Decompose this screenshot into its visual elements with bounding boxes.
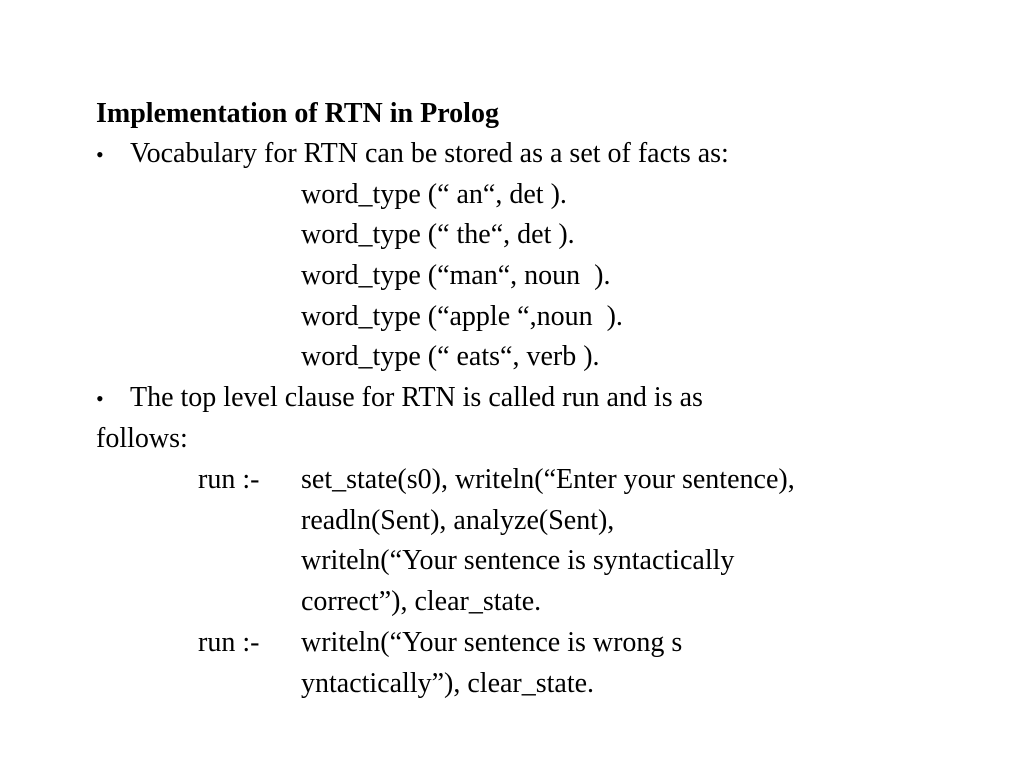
slide-title: Implementation of RTN in Prolog [96, 98, 499, 129]
clause-2-line: writeln(“Your sentence is wrong s [301, 627, 683, 658]
clause-1-line: writeln(“Your sentence is syntactically [301, 545, 735, 576]
bullet-2-text: The top level clause for RTN is called run and is as [130, 382, 703, 413]
clause-1-line: set_state(s0), writeln(“Enter your sentence), [301, 464, 795, 495]
bullet-1-text: Vocabulary for RTN can be stored as a set of facts as: [130, 138, 729, 169]
bullet-dot-icon: • [96, 142, 104, 167]
clause-2-line: yntactically”), clear_state. [301, 668, 595, 699]
fact-line: word_type (“ eats“, verb ). [301, 341, 600, 372]
clause-1-head: run :- [198, 464, 260, 495]
clause-1-line: readln(Sent), analyze(Sent), [301, 505, 615, 536]
fact-line: word_type (“ an“, det ). [301, 179, 567, 210]
bullet-dot-icon: • [96, 386, 104, 411]
fact-line: word_type (“apple “,noun ). [301, 301, 623, 332]
clause-2-head: run :- [198, 627, 260, 658]
fact-line: word_type (“man“, noun ). [301, 260, 611, 291]
bullet-2-continuation: follows: [96, 423, 188, 454]
clause-1-line: correct”), clear_state. [301, 586, 542, 617]
fact-line: word_type (“ the“, det ). [301, 219, 575, 250]
